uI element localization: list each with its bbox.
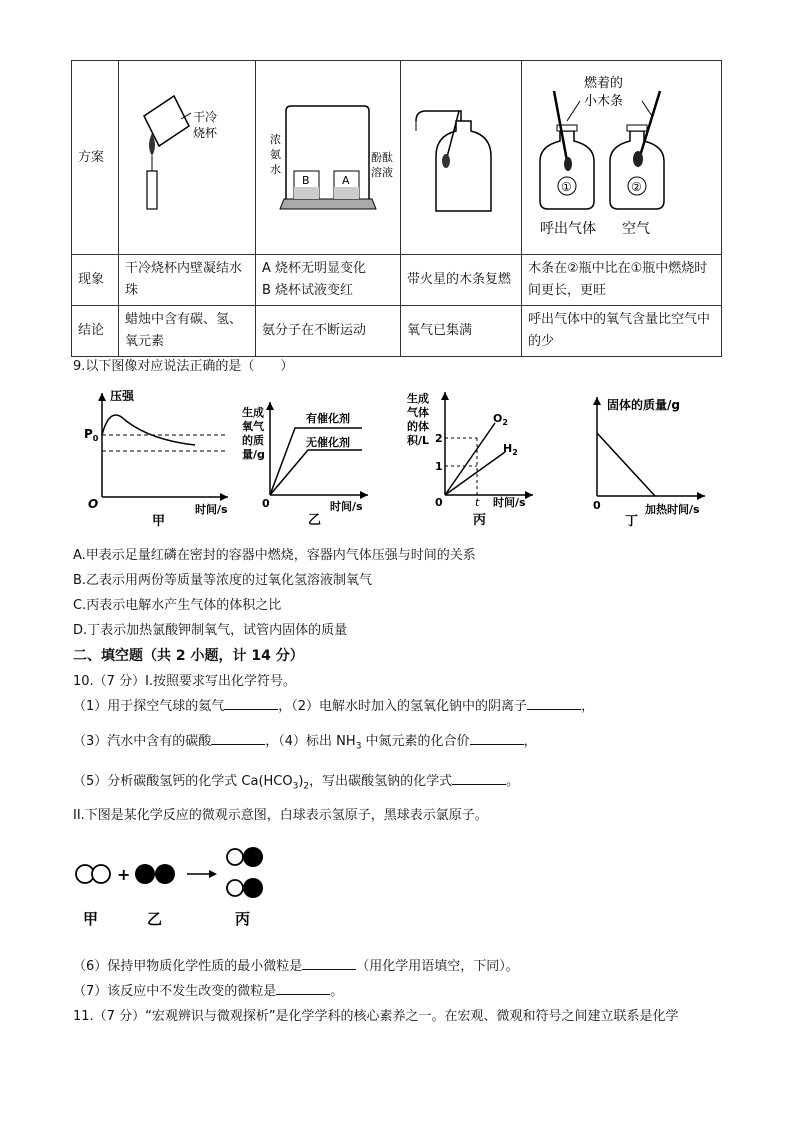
svg-text:生成: 生成 — [242, 406, 264, 419]
table-cell: 木条在②瓶中比在①瓶中燃烧时间更长，更旺 — [522, 255, 722, 306]
jia-caption: 甲 — [152, 514, 166, 529]
graph-yi — [240, 400, 370, 530]
air-label: 空气 — [622, 221, 650, 237]
q10-line-2: （1）用于探空气球的氦气 ，（2）电解水时加入的氢氧化钠中的阴离子 ， — [73, 699, 595, 714]
yi-xlabel: 时间/s — [330, 500, 363, 513]
row-label: 现象 — [72, 255, 119, 306]
bing-series-o2: $O_2$ — [493, 412, 508, 427]
table-cell: 带火星的木条复燃 — [401, 255, 522, 306]
table-cell: 氧气已集满 — [401, 306, 522, 357]
svg-text:生成: 生成 — [407, 392, 429, 405]
beaker-label-1: 干冷 — [193, 110, 218, 124]
svg-text:氧气: 氧气 — [242, 420, 264, 433]
q10-line-4: （5）分析碳酸氢钙的化学式 $Ca(HCO_3)_2$，写出碳酸氢钠的化学式 。 — [73, 774, 520, 792]
table-row — [72, 255, 722, 306]
section-2-title: 二、填空题（共 2 小题，计 14 分） — [73, 648, 304, 664]
bing-y2: 2 — [435, 432, 443, 445]
bottle-1-label: ① — [561, 180, 572, 194]
bing-xlabel: 时间/s — [493, 496, 526, 509]
plus-sign: + — [117, 865, 131, 884]
question-9-stem: 9.以下图像对应说法正确的是（ ） — [73, 359, 294, 374]
svg-text:的体: 的体 — [407, 420, 429, 433]
table-cell: 干冷烧杯内壁凝结水珠 — [119, 255, 256, 306]
bing-t: t — [475, 496, 480, 509]
table-row — [72, 306, 722, 357]
option-d: D.丁表示加热氯酸钾制氧气，试管内固体的质量 — [73, 623, 348, 638]
jia-ylabel: 压强 — [110, 389, 135, 403]
yi-series-1: 有催化剂 — [306, 412, 350, 425]
answer-blank[interactable] — [224, 697, 278, 710]
bing-y1: 1 — [435, 460, 443, 473]
two-bottles-diagram — [522, 61, 692, 246]
bing-caption: 丙 — [473, 513, 487, 528]
bing-series-h2: $H_2$ — [503, 442, 518, 457]
ammonia-diagram — [256, 61, 400, 246]
ding-xlabel: 加热时间/s — [645, 503, 700, 516]
table-cell: 呼出气体中的氧气含量比空气中的少 — [522, 306, 722, 357]
yi-series-2: 无催化剂 — [306, 436, 350, 449]
stick-label-2: 小木条 — [584, 94, 624, 109]
stick-label-1: 燃着的 — [584, 76, 624, 91]
beaker-label-2: 烧杯 — [193, 126, 218, 140]
yi-caption: 乙 — [308, 513, 322, 528]
graph-jia — [80, 385, 230, 530]
svg-text:气体: 气体 — [407, 406, 429, 419]
ammonia-label-3: 水 — [270, 163, 281, 176]
ding-caption: 丁 — [625, 514, 639, 529]
h-atom — [92, 865, 110, 883]
q10-line-5: II.下图是某化学反应的微观示意图，白球表示氢原子，黑球表示氯原子。 — [73, 808, 488, 823]
phenol-label-1: 酚酞 — [371, 151, 393, 164]
row-label: 结论 — [72, 306, 119, 357]
answer-blank[interactable] — [470, 732, 524, 745]
svg-text:量/g: 量/g — [242, 448, 265, 461]
graph-bing — [405, 390, 535, 530]
option-b: B.乙表示用两份等质量等浓度的过氧化氢溶液制氧气 — [73, 573, 373, 588]
table-cell: A 烧杯无明显变化 B 烧杯试液变红 — [256, 255, 401, 306]
graph-ding — [585, 393, 715, 530]
jia-origin: O — [88, 497, 99, 511]
option-a: A.甲表示足量红磷在密封的容器中燃烧，容器内气体压强与时间的关系 — [73, 548, 476, 563]
cup-b-label: B — [302, 174, 310, 187]
row-label: 方案 — [72, 61, 119, 255]
bing-origin: 0 — [435, 496, 443, 509]
phenol-label-2: 溶液 — [371, 166, 393, 179]
oxygen-bottle-diagram — [401, 61, 521, 246]
cl-atom — [135, 864, 155, 884]
answer-blank[interactable] — [211, 732, 265, 745]
yi-ylabel — [242, 405, 265, 461]
ding-ylabel: 固体的质量/g — [607, 398, 680, 412]
cap-yi: 乙 — [147, 910, 163, 928]
ammonia-label-1: 浓 — [270, 133, 281, 146]
answer-blank[interactable] — [452, 772, 506, 785]
jia-xlabel: 时间/s — [195, 503, 228, 516]
table-cell: 蜡烛中含有碳、氢、氧元素 — [119, 306, 256, 357]
svg-text:的质: 的质 — [242, 434, 264, 447]
figure-candle-beaker — [119, 61, 256, 255]
table-cell: 氨分子在不断运动 — [256, 306, 401, 357]
candle-beaker-diagram — [119, 61, 255, 246]
table-row — [72, 61, 722, 255]
exhaled-label: 呼出气体 — [540, 221, 596, 237]
cl-atom — [155, 864, 175, 884]
q10-line-6: （6）保持甲物质化学性质的最小微粒是 （用化学用语填空，下同）。 — [73, 959, 519, 974]
figure-oxygen-bottle — [401, 61, 522, 255]
cap-bing: 丙 — [235, 910, 251, 928]
ammonia-label-2: 氨 — [270, 148, 281, 161]
cup-a-label: A — [342, 174, 350, 187]
figure-two-bottles — [522, 61, 722, 255]
answer-blank[interactable] — [527, 697, 581, 710]
answer-blank[interactable] — [276, 982, 330, 995]
experiment-table — [71, 60, 722, 357]
q10-line-3: （3）汽水中含有的碳酸 ，（4）标出 $NH_3$ 中氮元素的化合价 ， — [73, 734, 537, 752]
bing-ylabel — [407, 391, 429, 447]
bottle-2-label: ② — [631, 180, 642, 194]
svg-text:积/L: 积/L — [407, 434, 430, 447]
option-c: C.丙表示电解水产生气体的体积之比 — [73, 598, 282, 613]
cap-jia: 甲 — [83, 910, 99, 928]
q10-line-7: （7）该反应中不发生改变的微粒是 。 — [73, 984, 344, 999]
ding-origin: 0 — [593, 499, 601, 512]
figure-ammonia — [256, 61, 401, 255]
reaction-diagram — [75, 840, 275, 935]
jia-p0: $P_0$ — [84, 427, 99, 443]
q10-line-1: 10.（7 分）I.按照要求写出化学符号。 — [73, 674, 297, 689]
answer-blank[interactable] — [302, 957, 356, 970]
yi-origin: 0 — [262, 497, 270, 510]
q11-stem: 11.（7 分）“宏观辨识与微观探析”是化学学科的核心素养之一。在宏观、微观和符号之间建立联系是化学 — [73, 1009, 679, 1024]
